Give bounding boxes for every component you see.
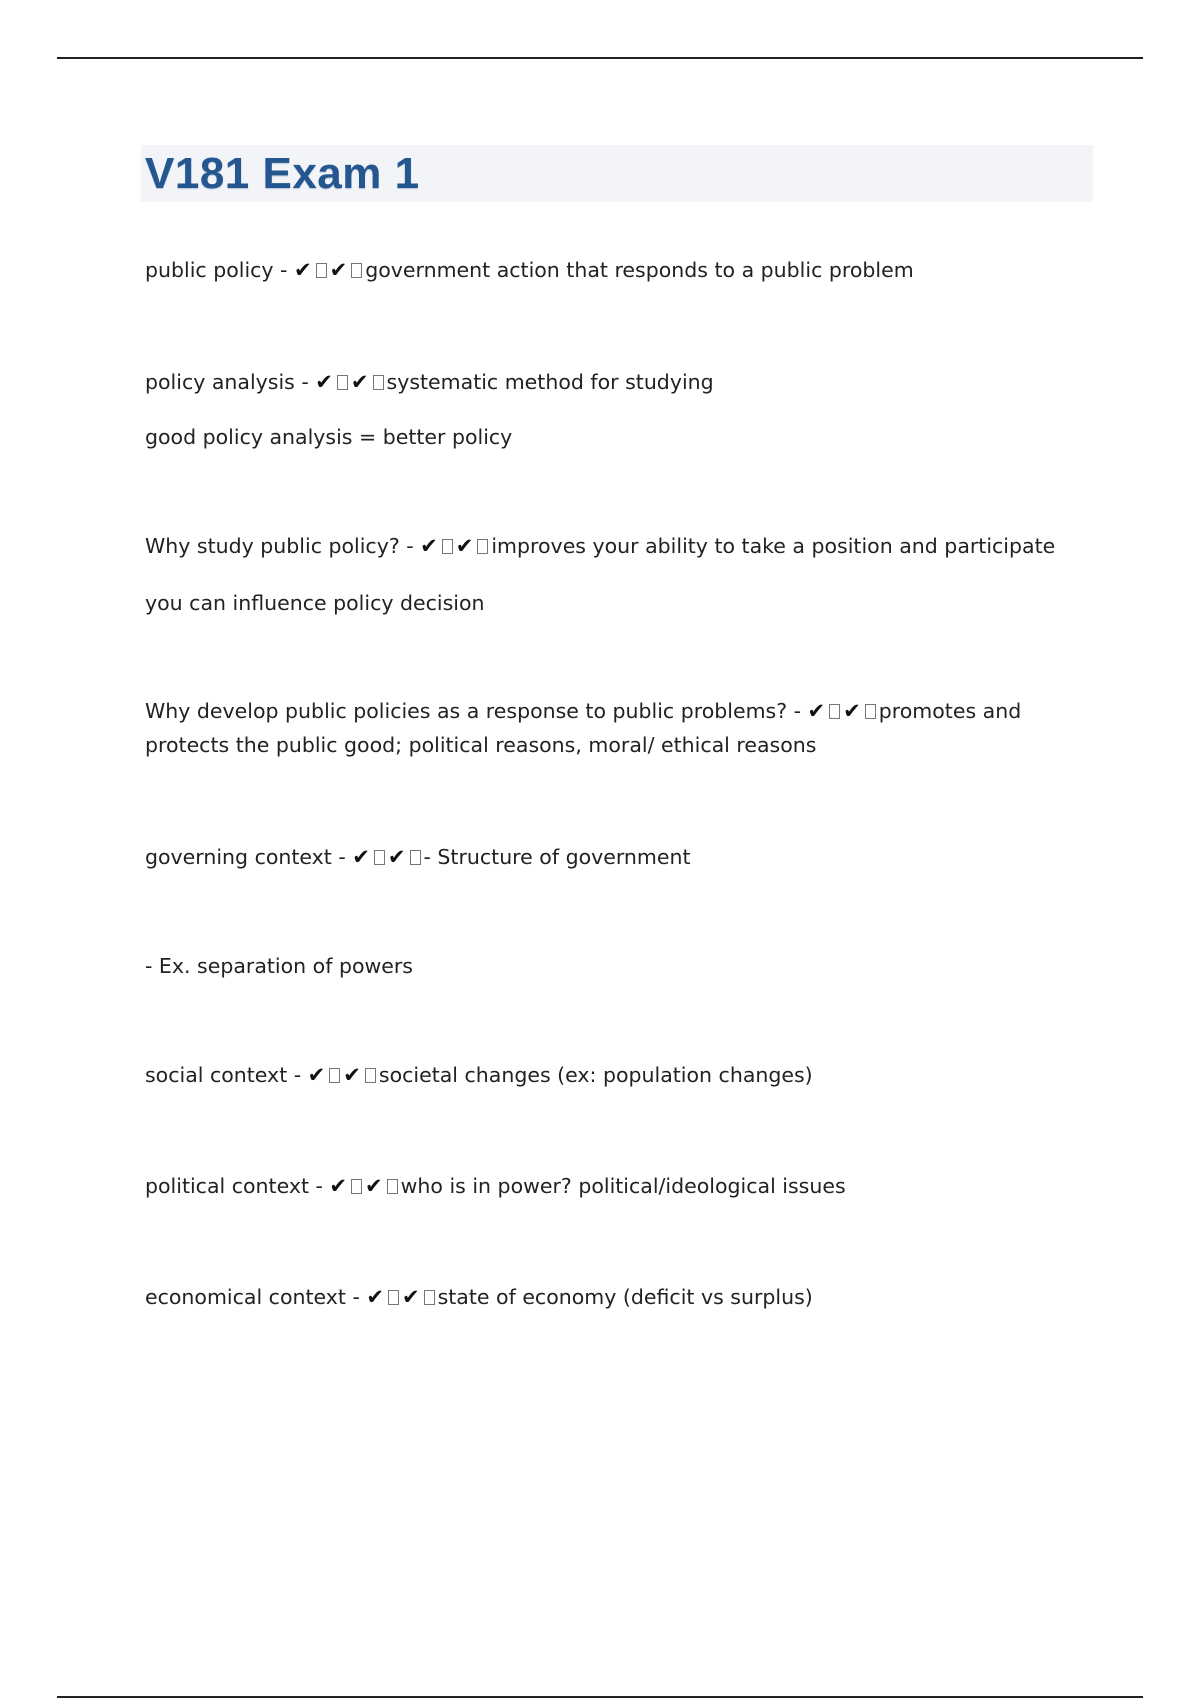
card-definition: promotes and protects the public good; political reasons, moral/ ethical reasons xyxy=(145,699,1022,757)
card-policy-analysis xyxy=(145,365,1105,399)
box-icon xyxy=(410,850,421,865)
card-why-develop xyxy=(145,694,1095,762)
box-icon xyxy=(442,539,453,554)
card-definition: - Structure of government xyxy=(423,845,691,869)
check-icon: ✔ xyxy=(329,1174,348,1198)
check-icon: ✔ xyxy=(307,1063,326,1087)
check-icon: ✔ xyxy=(352,845,370,869)
card-economical-context xyxy=(145,1280,1105,1314)
check-icon: ✔ xyxy=(366,1285,384,1309)
check-icon: ✔ xyxy=(843,699,861,723)
card-term: policy analysis - xyxy=(145,370,316,394)
card-extra-line: good policy analysis = better policy xyxy=(145,425,513,449)
footer-rule xyxy=(57,1696,1143,1698)
card-term: social context - xyxy=(145,1063,308,1087)
card-term: Why study public policy? - xyxy=(145,534,421,558)
card-governing-context xyxy=(145,840,1105,874)
card-definition: systematic method for studying xyxy=(386,370,714,394)
box-icon xyxy=(329,1068,340,1083)
box-icon xyxy=(365,1068,376,1083)
box-icon xyxy=(865,704,876,719)
box-icon xyxy=(477,539,488,554)
card-political-context xyxy=(145,1169,1105,1203)
card-extra-line: - Ex. separation of powers xyxy=(145,954,413,978)
box-icon xyxy=(387,1179,398,1194)
box-icon xyxy=(388,1290,399,1305)
check-icon: ✔ xyxy=(401,1285,420,1309)
card-definition: who is in power? political/ideological issues xyxy=(400,1174,846,1198)
check-icon: ✔ xyxy=(315,370,333,394)
card-definition: state of economy (deficit vs surplus) xyxy=(437,1285,813,1309)
check-icon: ✔ xyxy=(293,258,312,282)
check-icon: ✔ xyxy=(455,534,474,558)
check-icon: ✔ xyxy=(420,534,438,558)
box-icon xyxy=(351,1179,362,1194)
check-icon: ✔ xyxy=(807,699,826,723)
box-icon xyxy=(316,263,327,278)
box-icon xyxy=(337,375,348,390)
box-icon xyxy=(424,1290,435,1305)
check-icon: ✔ xyxy=(387,845,406,869)
card-social-context xyxy=(145,1058,1105,1092)
card-term: Why develop public policies as a response to public problems? - xyxy=(145,699,808,723)
card-why-study xyxy=(145,529,1105,563)
box-icon xyxy=(829,704,840,719)
card-definition: societal changes (ex: population changes) xyxy=(378,1063,813,1087)
card-extra-line: you can influence policy decision xyxy=(145,591,485,615)
card-definition: government action that responds to a public problem xyxy=(365,258,914,282)
header-rule xyxy=(57,57,1143,59)
card-definition: improves your ability to take a position and participate xyxy=(491,534,1056,558)
document-title: V181 Exam 1 xyxy=(145,149,420,198)
check-icon: ✔ xyxy=(329,258,348,282)
card-term: governing context - xyxy=(145,845,353,869)
box-icon xyxy=(373,375,384,390)
check-icon: ✔ xyxy=(343,1063,361,1087)
card-public-policy xyxy=(145,253,1105,287)
box-icon xyxy=(351,263,362,278)
card-term: economical context - xyxy=(145,1285,367,1309)
check-icon: ✔ xyxy=(365,1174,383,1198)
card-term: political context - xyxy=(145,1174,330,1198)
box-icon xyxy=(374,850,385,865)
card-term: public policy - xyxy=(145,258,294,282)
check-icon: ✔ xyxy=(350,370,369,394)
